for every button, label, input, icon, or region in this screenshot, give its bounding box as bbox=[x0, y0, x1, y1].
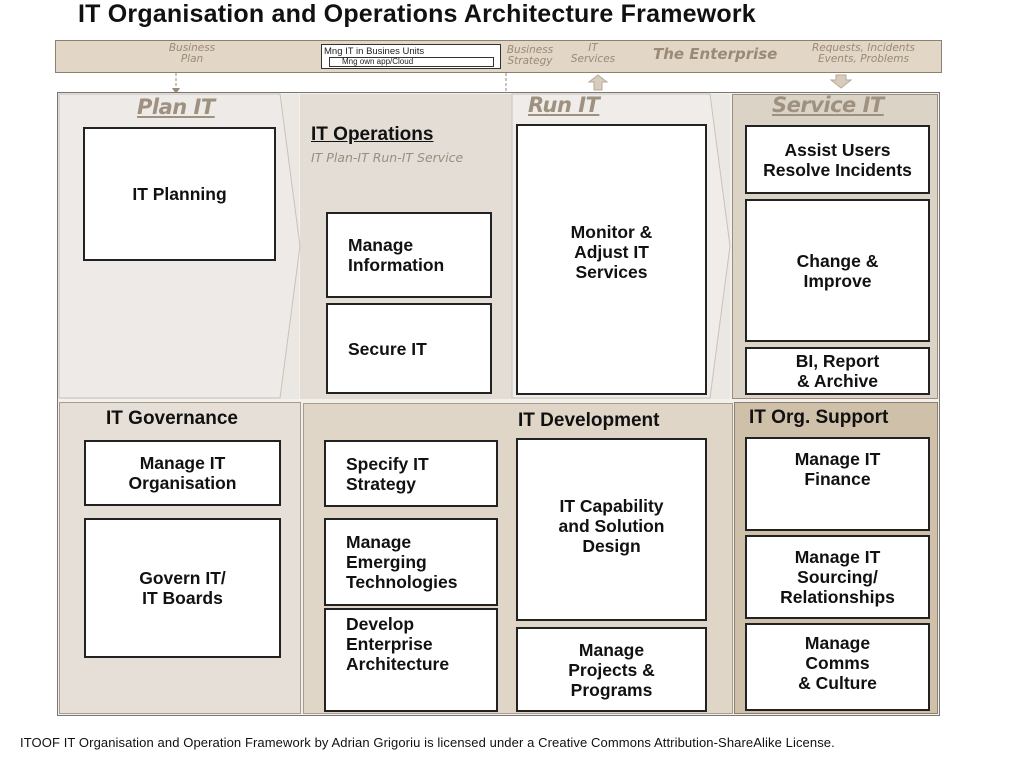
it-operations-heading: IT Operations bbox=[311, 124, 434, 145]
it-operations-subtitle: IT Plan-IT Run-IT Service bbox=[311, 150, 464, 165]
it-org-support-heading: IT Org. Support bbox=[749, 407, 889, 428]
it-development-heading: IT Development bbox=[518, 410, 660, 431]
manage-comms-box: Manage Comms & Culture bbox=[745, 623, 930, 711]
manage-it-org-box: Manage IT Organisation bbox=[84, 440, 281, 506]
develop-ea-box: Develop Enterprise Architecture bbox=[324, 608, 498, 712]
manage-sourcing-box: Manage IT Sourcing/ Relationships bbox=[745, 535, 930, 619]
requests-incidents-label: Requests, Incidents Events, Problems bbox=[811, 42, 916, 65]
mng-it-units-label: Mng IT in Busines Units bbox=[324, 46, 425, 57]
manage-projects-box: Manage Projects & Programs bbox=[516, 627, 707, 712]
business-strategy-label: Business Strategy bbox=[506, 44, 554, 67]
it-governance-heading: IT Governance bbox=[106, 408, 238, 429]
secure-it-box: Secure IT bbox=[326, 303, 492, 394]
manage-emerging-box: Manage Emerging Technologies bbox=[324, 518, 498, 606]
monitor-adjust-box: Monitor & Adjust IT Services bbox=[516, 124, 707, 395]
assist-users-box: Assist Users Resolve Incidents bbox=[745, 125, 930, 194]
service-it-heading: Service IT bbox=[772, 93, 884, 117]
it-planning-box: IT Planning bbox=[83, 127, 276, 261]
specify-it-strategy-box: Specify IT Strategy bbox=[324, 440, 498, 507]
run-it-heading: Run IT bbox=[528, 93, 600, 117]
license-footer: ITOOF IT Organisation and Operation Framework by Adrian Grigoriu is licensed under a Creative Commons Attribution-ShareAlike License. bbox=[20, 735, 835, 750]
business-plan-label: Business Plan bbox=[168, 42, 216, 65]
govern-it-box: Govern IT/ IT Boards bbox=[84, 518, 281, 658]
page-title: IT Organisation and Operations Architecture Framework bbox=[78, 0, 756, 28]
change-improve-box: Change & Improve bbox=[745, 199, 930, 342]
it-capability-box: IT Capability and Solution Design bbox=[516, 438, 707, 621]
plan-it-heading: Plan IT bbox=[137, 95, 215, 119]
mng-own-app-label: Mng own app/Cloud bbox=[329, 57, 494, 67]
it-services-label: IT Services bbox=[570, 42, 616, 65]
manage-finance-box: Manage IT Finance bbox=[745, 437, 930, 531]
manage-information-box: Manage Information bbox=[326, 212, 492, 298]
bi-report-box: BI, Report & Archive bbox=[745, 347, 930, 395]
the-enterprise-label: The Enterprise bbox=[653, 45, 778, 63]
